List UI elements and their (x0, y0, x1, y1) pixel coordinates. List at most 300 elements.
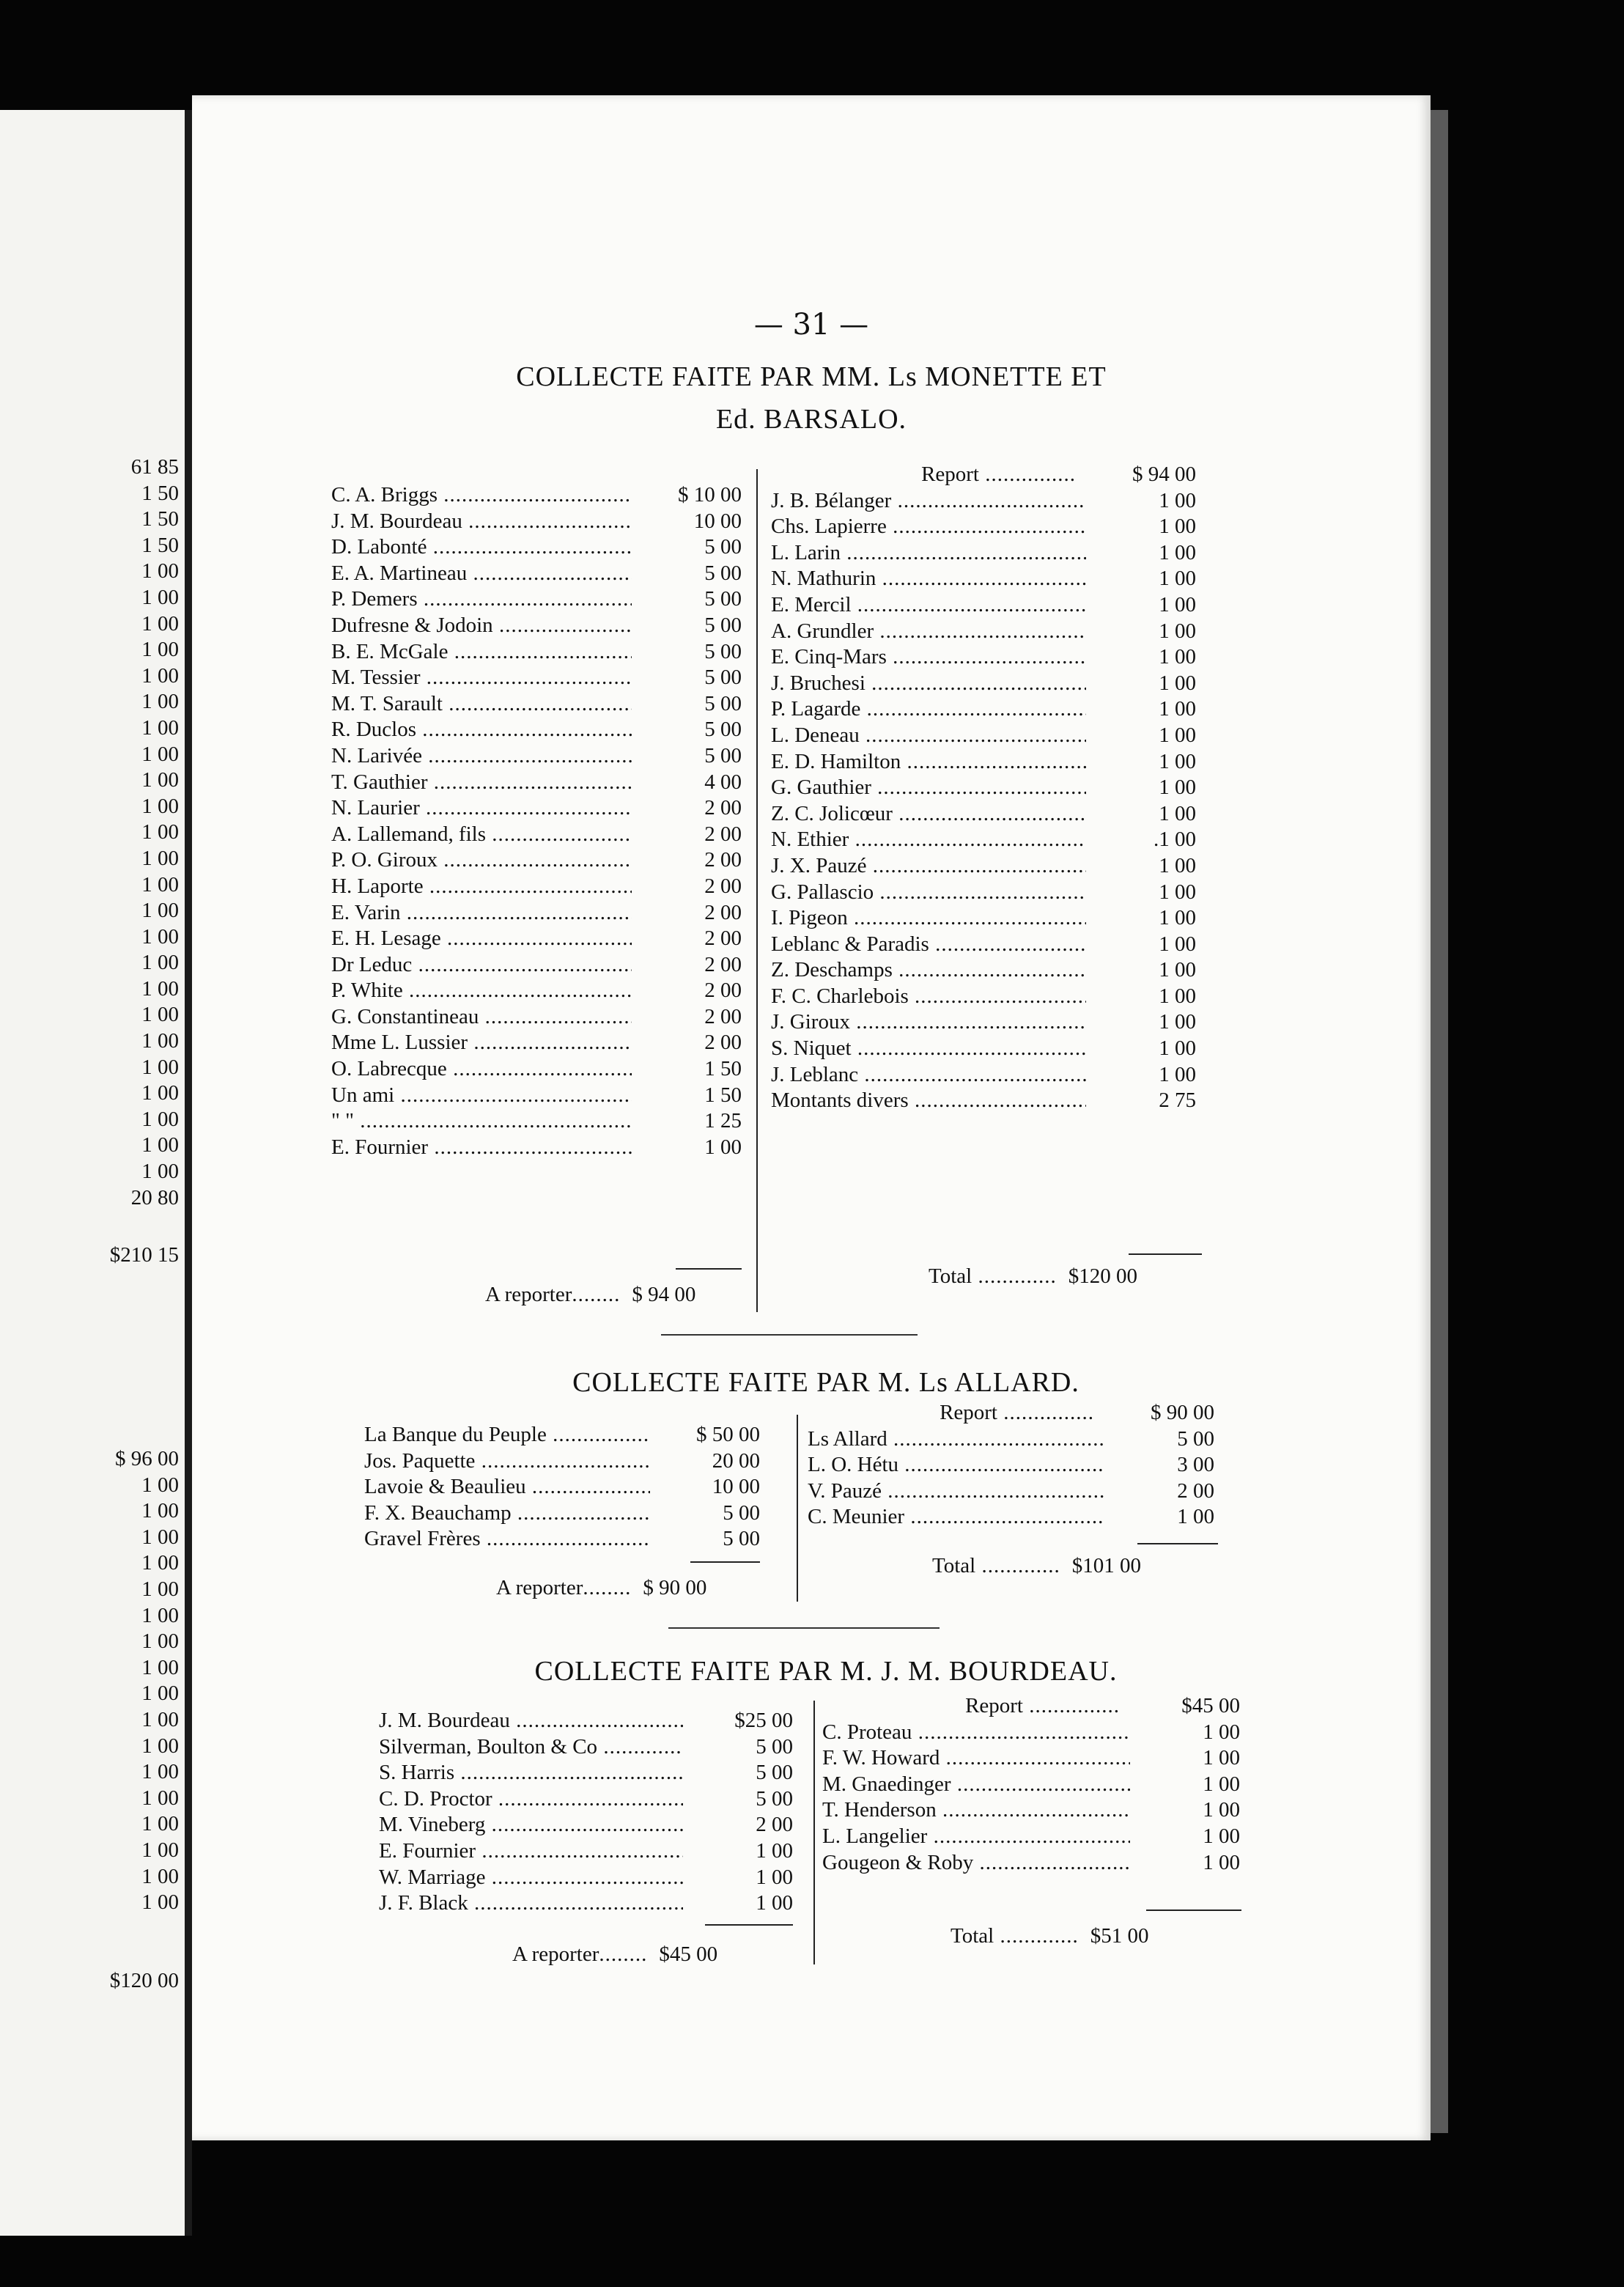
contribution-amount: 2 00 (704, 1004, 742, 1028)
left-page-amount: 1 00 (141, 1603, 179, 1627)
contributor-name: Leblanc & Paradis ..... (771, 932, 1086, 958)
left-page-amount: 1 00 (141, 899, 179, 923)
contributor-name: A. Lallemand, fils ..... (331, 822, 632, 848)
contribution-amount: 1 00 (1203, 1746, 1240, 1770)
contribution-amount: 10 00 (712, 1475, 760, 1499)
ledger-row (379, 1708, 793, 1734)
contributor-name: Gravel Frères ..... (364, 1526, 650, 1553)
contributor-name: J. F. Black ..... (379, 1890, 683, 1917)
ledger-row (331, 482, 742, 509)
ledger-row (822, 1772, 1240, 1798)
ledger-row (331, 795, 742, 822)
page-number: — 31 — (753, 308, 869, 342)
contributor-name: M. Vineberg ..... (379, 1812, 683, 1838)
carry-forward-amount: $45 00 (659, 1942, 718, 1966)
contributor-name: D. Labonté ..... (331, 534, 632, 561)
contributor-name: M. Gnaedinger ..... (822, 1772, 1130, 1798)
left-page-amount: 1 00 (141, 585, 179, 609)
section-1-total (929, 1264, 1137, 1289)
left-page-amount: 1 00 (141, 820, 179, 844)
contribution-amount: 1 00 (1159, 515, 1196, 539)
contributor-name: F. C. Charlebois ..... (771, 984, 1086, 1010)
contribution-amount: 1 00 (1203, 1824, 1240, 1848)
ledger-row (771, 957, 1196, 984)
contributor-name: J. M. Bourdeau ..... (331, 509, 632, 535)
carry-forward-amount: $ 94 00 (632, 1283, 696, 1306)
contribution-amount: $ 10 00 (678, 483, 742, 507)
left-page-amounts-bottom (115, 1446, 179, 1916)
section-1-carry-forward (485, 1283, 695, 1307)
contributor-name: M. T. Sarault ..... (331, 691, 632, 718)
section-3-title: COLLECTE FAITE PAR M. J. M. BOURDEAU. (534, 1656, 1118, 1687)
section-1-column-divider (756, 469, 758, 1312)
contributor-name: T. Gauthier ..... (331, 770, 632, 796)
report-label: Report ..... (940, 1400, 1094, 1426)
contributor-name: Gougeon & Roby ..... (822, 1850, 1130, 1877)
contribution-amount: 5 00 (756, 1786, 793, 1811)
left-page-amount: 1 00 (141, 794, 179, 818)
ledger-row (808, 1452, 1214, 1478)
left-page-amount: 1 00 (141, 1734, 179, 1758)
ledger-row (771, 592, 1196, 619)
section-3-total-rule (1146, 1909, 1241, 1911)
left-page-amount: 1 50 (141, 507, 179, 531)
report-amount: $45 00 (1181, 1694, 1240, 1717)
section-2-right-column (808, 1400, 1214, 1531)
contribution-amount: .1 00 (1154, 828, 1196, 852)
left-page-amount: 61 85 (130, 455, 179, 479)
left-page-amount: 1 00 (141, 1160, 179, 1184)
contributor-name: Z. Deschamps ..... (771, 957, 1086, 984)
contributor-name: F. W. Howard ..... (822, 1745, 1130, 1772)
contribution-amount: 2 75 (1159, 1089, 1196, 1113)
contribution-amount: 2 00 (704, 874, 742, 898)
contributor-name: C. Meunier ..... (808, 1504, 1104, 1531)
contribution-amount: 1 00 (1159, 1036, 1196, 1061)
ledger-row (771, 749, 1196, 776)
ledger-row (331, 900, 742, 927)
contribution-amount: 5 00 (704, 561, 742, 585)
contribution-amount: 2 00 (756, 1813, 793, 1837)
contributor-name: J. Giroux ..... (771, 1009, 1086, 1036)
ledger-row (379, 1786, 793, 1813)
left-page-amount: 1 00 (141, 872, 179, 896)
total-label: Total ..... (929, 1264, 1057, 1288)
contributor-name: E. H. Lesage ..... (331, 926, 632, 952)
ledger-row (771, 827, 1196, 853)
contribution-amount: 2 00 (1177, 1478, 1214, 1503)
page (192, 95, 1431, 2140)
left-page-amount: 1 00 (141, 1473, 179, 1497)
contributor-name: G. Constantineau ..... (331, 1004, 632, 1031)
contributor-name: S. Niquet ..... (771, 1036, 1086, 1062)
contribution-amount: 1 00 (1159, 592, 1196, 616)
section-1-left-column (331, 482, 742, 1160)
left-page-amount: 1 00 (141, 924, 179, 949)
contributor-name: " " ..... (331, 1108, 632, 1135)
contribution-amount: 4 00 (704, 770, 742, 794)
ledger-row (331, 1108, 742, 1135)
contributor-name: Ls Allard ..... (808, 1426, 1104, 1453)
page-edge (1431, 110, 1448, 2133)
contribution-amount: 1 00 (1159, 801, 1196, 825)
left-page-amount: 1 50 (141, 481, 179, 505)
ledger-row (364, 1448, 760, 1475)
contributor-name: Lavoie & Beaulieu ..... (364, 1474, 650, 1500)
ledger-row (771, 566, 1196, 592)
left-page-amount: 1 00 (141, 1786, 179, 1810)
section-3-left-column (379, 1708, 793, 1917)
contribution-amount: 1 00 (1159, 776, 1196, 800)
ledger-row (379, 1890, 793, 1917)
contribution-amount: 10 00 (693, 509, 742, 533)
contributor-name: H. Laporte ..... (331, 874, 632, 900)
contributor-name: L. Larin ..... (771, 540, 1086, 567)
ledger-row (331, 691, 742, 718)
ledger-row (331, 1056, 742, 1083)
left-page-amount: 1 50 (141, 533, 179, 557)
contributor-name: N. Larivée ..... (331, 743, 632, 770)
contribution-amount: 2 00 (704, 848, 742, 872)
contribution-amount: 5 00 (704, 613, 742, 637)
left-page-amount: 1 00 (141, 1055, 179, 1079)
ledger-row (771, 644, 1196, 671)
contribution-amount: 1 00 (1159, 697, 1196, 721)
ledger-row (331, 561, 742, 587)
contribution-amount: 1 00 (1159, 932, 1196, 956)
left-page-amount: 1 00 (141, 1812, 179, 1836)
contributor-name: J. M. Bourdeau ..... (379, 1708, 683, 1734)
ledger-row (364, 1474, 760, 1500)
left-page-amount: 1 00 (141, 1081, 179, 1105)
section-2-total (932, 1554, 1141, 1578)
section-1-title-line-2: Ed. BARSALO. (715, 404, 907, 435)
ledger-row (331, 770, 742, 796)
contributor-name: M. Tessier ..... (331, 665, 632, 691)
left-page-amount: 1 00 (141, 1864, 179, 1888)
contribution-amount: 5 00 (704, 587, 742, 611)
contribution-amount: 2 00 (704, 979, 742, 1003)
contribution-amount: 5 00 (704, 666, 742, 690)
contribution-amount: 1 00 (1159, 958, 1196, 982)
section-2-left-column (364, 1422, 760, 1553)
contributor-name: La Banque du Peuple ..... (364, 1422, 650, 1448)
contributor-name: L. Deneau ..... (771, 723, 1086, 749)
left-page-amount: 20 80 (130, 1185, 179, 1209)
contribution-amount: 1 00 (1203, 1798, 1240, 1822)
ledger-row (771, 1009, 1196, 1036)
contributor-name: J. B. Bélanger ..... (771, 488, 1086, 515)
ledger-row (331, 743, 742, 770)
contribution-amount: 5 00 (704, 691, 742, 715)
contributor-name: Dufresne & Jodoin ..... (331, 613, 632, 639)
ledger-row (771, 932, 1196, 958)
left-page-amount: 1 00 (141, 715, 179, 740)
ledger-row (808, 1478, 1214, 1505)
report-label: Report ..... (921, 462, 1076, 488)
section-3-report-row (822, 1693, 1240, 1720)
left-page-amount: 1 00 (141, 559, 179, 583)
contribution-amount: 1 00 (1159, 906, 1196, 930)
contributor-name: E. A. Martineau ..... (331, 561, 632, 587)
contributor-name: W. Marriage ..... (379, 1865, 683, 1891)
section-2-title: COLLECTE FAITE PAR M. Ls ALLARD. (572, 1367, 1079, 1398)
left-page-amount: 1 00 (141, 1577, 179, 1601)
left-page-amount: 1 00 (141, 690, 179, 714)
contributor-name: E. Fournier ..... (331, 1135, 632, 1161)
ledger-row (331, 613, 742, 639)
contributor-name: P. Demers ..... (331, 586, 632, 613)
carry-forward-amount: $ 90 00 (643, 1576, 707, 1599)
contribution-amount: 5 00 (723, 1527, 760, 1551)
contribution-amount: 1 00 (1177, 1505, 1214, 1529)
carry-forward-label: A reporter ........ (496, 1576, 631, 1599)
ledger-row (379, 1812, 793, 1838)
contribution-amount: 1 50 (704, 1083, 742, 1107)
contribution-amount: 1 00 (1203, 1850, 1240, 1874)
left-page-total-bottom: $120 00 (109, 1969, 179, 1992)
left-page-amount: 1 00 (141, 1838, 179, 1862)
ledger-row (771, 1062, 1196, 1089)
contributor-name: Un ami ..... (331, 1083, 632, 1109)
ledger-row (379, 1734, 793, 1761)
contributor-name: I. Pigeon ..... (771, 905, 1086, 932)
ledger-row (331, 665, 742, 691)
ledger-row (331, 874, 742, 900)
contributor-name: Chs. Lapierre ..... (771, 514, 1086, 540)
total-amount: $51 00 (1090, 1924, 1149, 1948)
contributor-name: B. E. McGale ..... (331, 639, 632, 666)
ledger-row (771, 723, 1196, 749)
contributor-name: V. Pauzé ..... (808, 1478, 1104, 1505)
ledger-row (771, 540, 1196, 567)
left-page-total-top: $210 15 (109, 1243, 179, 1267)
contributor-name: C. A. Briggs ..... (331, 482, 632, 509)
contribution-amount: 1 00 (1159, 1062, 1196, 1086)
contribution-amount: 1 00 (1159, 723, 1196, 747)
contributor-name: E. Varin ..... (331, 900, 632, 927)
left-page-fragment (0, 110, 185, 2236)
ledger-row (331, 847, 742, 874)
contributor-name: C. D. Proctor ..... (379, 1786, 683, 1813)
ledger-row (331, 952, 742, 979)
ledger-row (331, 717, 742, 743)
contribution-amount: 1 00 (1159, 645, 1196, 669)
contribution-amount: 1 25 (704, 1109, 742, 1133)
ledger-row (364, 1526, 760, 1553)
ledger-row (331, 822, 742, 848)
left-page-amount: 1 00 (141, 1107, 179, 1131)
ledger-row (771, 905, 1196, 932)
ledger-row (771, 801, 1196, 828)
contributor-name: G. Pallascio ..... (771, 880, 1086, 906)
contribution-amount: 1 00 (1159, 749, 1196, 773)
contribution-amount: 1 00 (756, 1838, 793, 1863)
ledger-row (771, 619, 1196, 645)
ledger-row (379, 1760, 793, 1786)
contribution-amount: 3 00 (1177, 1453, 1214, 1477)
total-amount: $101 00 (1071, 1554, 1141, 1577)
contribution-amount: 1 00 (1159, 488, 1196, 512)
contributor-name: Mme L. Lussier ..... (331, 1030, 632, 1056)
report-amount: $ 90 00 (1151, 1401, 1214, 1424)
left-page-amount: 1 00 (141, 1890, 179, 1915)
book-gutter (185, 110, 192, 2236)
contributor-name: R. Duclos ..... (331, 717, 632, 743)
ledger-row (771, 671, 1196, 697)
section-1-right-column (771, 462, 1196, 1114)
contribution-amount: 1 00 (1159, 619, 1196, 643)
ledger-row (331, 639, 742, 666)
ledger-row (331, 534, 742, 561)
ledger-row (771, 514, 1196, 540)
section-2-left-sum-rule (690, 1561, 760, 1563)
contribution-amount: 2 00 (704, 900, 742, 924)
contribution-amount: 1 00 (1159, 880, 1196, 904)
ledger-row (771, 880, 1196, 906)
left-page-amount: 1 00 (141, 1629, 179, 1654)
contributor-name: P. Lagarde ..... (771, 696, 1086, 723)
contribution-amount: $25 00 (734, 1709, 793, 1732)
ledger-row (771, 696, 1196, 723)
contributor-name: L. O. Hétu ..... (808, 1452, 1104, 1478)
ledger-row (808, 1426, 1214, 1453)
ledger-row (364, 1422, 760, 1448)
ledger-row (331, 926, 742, 952)
ledger-row (331, 1135, 742, 1161)
ledger-row (822, 1850, 1240, 1877)
contributor-name: S. Harris ..... (379, 1760, 683, 1786)
section-1-title-line-1: COLLECTE FAITE PAR MM. Ls MONETTE ET (516, 361, 1107, 392)
left-page-amount: 1 00 (141, 768, 179, 792)
contributor-name: J. Leblanc ..... (771, 1062, 1086, 1089)
ledger-row (822, 1797, 1240, 1824)
ledger-row (364, 1500, 760, 1527)
section-1-report-row (771, 462, 1196, 488)
contribution-amount: 5 00 (704, 639, 742, 663)
contributor-name: E. Mercil ..... (771, 592, 1086, 619)
contributor-name: E. Cinq-Mars ..... (771, 644, 1086, 671)
ledger-row (822, 1824, 1240, 1850)
section-separator (668, 1627, 940, 1629)
contributor-name: N. Laurier ..... (331, 795, 632, 822)
contribution-amount: 5 00 (704, 743, 742, 767)
ledger-row (822, 1720, 1240, 1746)
contributor-name: N. Mathurin ..... (771, 566, 1086, 592)
ledger-row (331, 978, 742, 1004)
section-separator (661, 1334, 918, 1336)
left-page-amount: $ 96 00 (115, 1447, 179, 1470)
contributor-name: T. Henderson ..... (822, 1797, 1130, 1824)
ledger-row (771, 853, 1196, 880)
left-page-amount: 1 00 (141, 1029, 179, 1053)
section-2-carry-forward (496, 1576, 706, 1600)
ledger-row (331, 509, 742, 535)
contribution-amount: 5 00 (704, 718, 742, 742)
section-3-total (951, 1924, 1148, 1948)
ledger-row (771, 488, 1196, 515)
contribution-amount: 5 00 (756, 1761, 793, 1785)
left-page-amount: 1 00 (141, 638, 179, 662)
total-label: Total ..... (951, 1924, 1079, 1948)
contributor-name: O. Labrecque ..... (331, 1056, 632, 1083)
ledger-row (808, 1504, 1214, 1531)
left-page-amounts-top (131, 454, 179, 1211)
ledger-row (822, 1745, 1240, 1772)
total-label: Total ..... (932, 1554, 1060, 1577)
left-page-amount: 1 00 (141, 742, 179, 766)
contribution-amount: 1 00 (704, 1135, 742, 1159)
ledger-row (771, 1036, 1196, 1062)
left-page-amount: 1 00 (141, 1133, 179, 1157)
left-page-amount: 1 00 (141, 663, 179, 688)
ledger-row (331, 1030, 742, 1056)
ledger-row (379, 1838, 793, 1865)
contribution-amount: 1 00 (756, 1865, 793, 1889)
left-page-amount: 1 00 (141, 1707, 179, 1731)
section-2-column-divider (797, 1415, 798, 1602)
contributor-name: C. Proteau ..... (822, 1720, 1130, 1746)
left-page-amount: 1 00 (141, 1499, 179, 1523)
left-page-amount: 1 00 (141, 611, 179, 636)
left-page-amount: 1 00 (141, 951, 179, 975)
contribution-amount: 5 00 (1177, 1426, 1214, 1451)
contribution-amount: 2 00 (704, 796, 742, 820)
contributor-name: Silverman, Boulton & Co ..... (379, 1734, 683, 1761)
contributor-name: J. X. Pauzé ..... (771, 853, 1086, 880)
total-amount: $120 00 (1068, 1264, 1137, 1288)
section-1-left-sum-rule (676, 1268, 742, 1270)
contribution-amount: 5 00 (723, 1500, 760, 1525)
contribution-amount: 1 50 (704, 1057, 742, 1081)
contribution-amount: 1 00 (1203, 1720, 1240, 1744)
contributor-name: J. Bruchesi ..... (771, 671, 1086, 697)
contributor-name: P. White ..... (331, 978, 632, 1004)
contribution-amount: 2 00 (704, 822, 742, 846)
left-page-amount: 1 00 (141, 1682, 179, 1706)
contribution-amount: 1 00 (1159, 540, 1196, 564)
contributor-name: N. Ethier ..... (771, 827, 1086, 853)
report-label: Report ..... (965, 1693, 1120, 1720)
left-page-amount: 1 00 (141, 1760, 179, 1784)
contribution-amount: 20 00 (712, 1448, 760, 1473)
contribution-amount: 2 00 (704, 927, 742, 951)
ledger-row (331, 1004, 742, 1031)
contributor-name: P. O. Giroux ..... (331, 847, 632, 874)
section-3-left-sum-rule (705, 1924, 793, 1926)
section-3-column-divider (813, 1701, 815, 1964)
contributor-name: E. D. Hamilton ..... (771, 749, 1086, 776)
contributor-name: G. Gauthier ..... (771, 775, 1086, 801)
contributor-name: A. Grundler ..... (771, 619, 1086, 645)
left-page-amount: 1 00 (141, 1551, 179, 1575)
section-3-carry-forward (512, 1942, 717, 1967)
ledger-row (771, 1088, 1196, 1114)
left-page-amount: 1 00 (141, 846, 179, 870)
contribution-amount: 1 00 (1159, 567, 1196, 591)
section-1-total-rule (1129, 1253, 1202, 1255)
contributor-name: E. Fournier ..... (379, 1838, 683, 1865)
contributor-name: F. X. Beauchamp ..... (364, 1500, 650, 1527)
contribution-amount: 1 00 (756, 1891, 793, 1915)
contribution-amount: 1 00 (1159, 853, 1196, 877)
report-amount: $ 94 00 (1132, 463, 1196, 486)
contributor-name: Dr Leduc ..... (331, 952, 632, 979)
carry-forward-label: A reporter ........ (485, 1283, 620, 1306)
left-page-amount: 1 00 (141, 976, 179, 1001)
contribution-amount: 5 00 (756, 1734, 793, 1758)
contributor-name: Z. C. Jolicœur ..... (771, 801, 1086, 828)
